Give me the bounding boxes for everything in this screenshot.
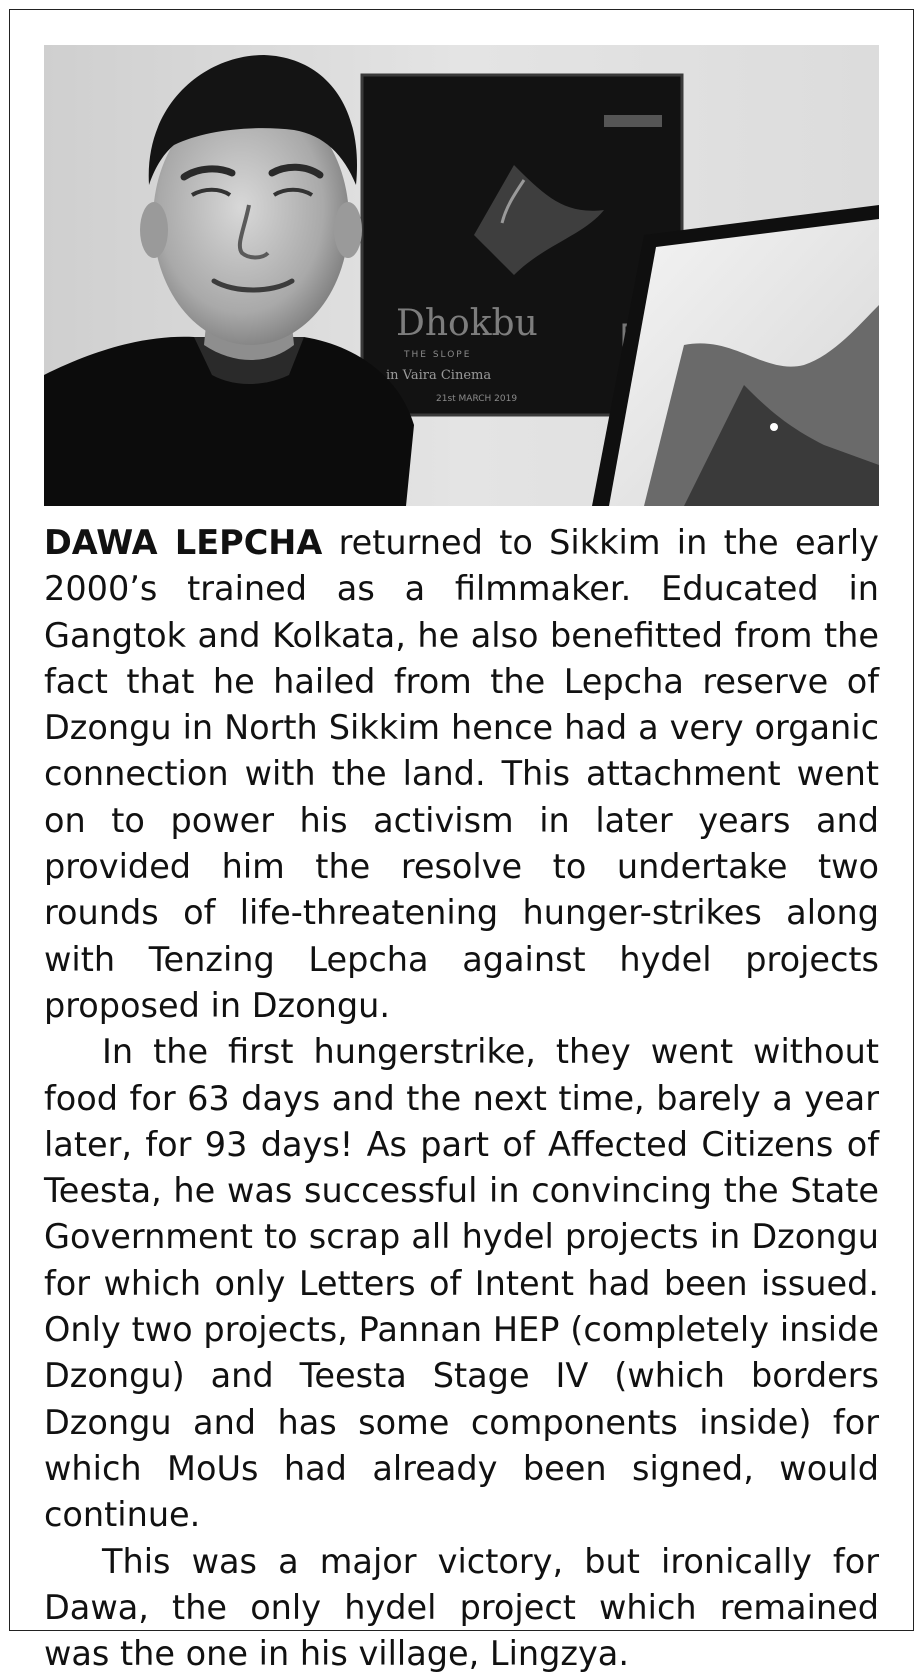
paragraph-1-text: returned to Sikkim in the early 2000’s trained as a filmmaker. Educated in Gangtok and Kolkata, he also benefitted from the fact that he hailed from the Lepcha reserve of Dzongu in North Sikkim hence had a very organic connection with the land. This attachment went on to power his activism in later years and provided him the resolve to undertake two rounds of life-threatening hunger-strikes along with Tenzing Lepcha against hydel projects proposed in Dzongu. xyxy=(44,523,880,1025)
paragraph-3: This was a major victory, but ironically for Dawa, the only hydel project which remained was the one in his village, Lingzya. xyxy=(44,1541,879,1674)
poster-date: 21st MARCH 2019 xyxy=(436,394,518,404)
poster-title: Dhokbu xyxy=(396,303,538,344)
poster-venue: in Vaira Cinema xyxy=(386,368,492,383)
lead-name: DAWA LEPCHA xyxy=(44,523,323,562)
paragraph-2: In the first hungerstrike, they went without food for 63 days and the next time, barely a year later, for 93 days! As part of Affected Citizens of Teesta, he was successful in convincing the State Government to scrap all hydel projects in Dzongu for which only Letters of Intent had been issued. Only two projects, Pannan HEP (completely inside Dzongu) and Teesta Stage IV (which borders Dzongu and has some components inside) for which MoUs had already been signed, would continue. xyxy=(44,1032,879,1535)
poster-subtitle: THE SLOPE xyxy=(404,350,472,360)
portrait-photo xyxy=(44,45,879,506)
paragraph-1 xyxy=(44,520,879,1029)
article-body xyxy=(44,520,879,1677)
